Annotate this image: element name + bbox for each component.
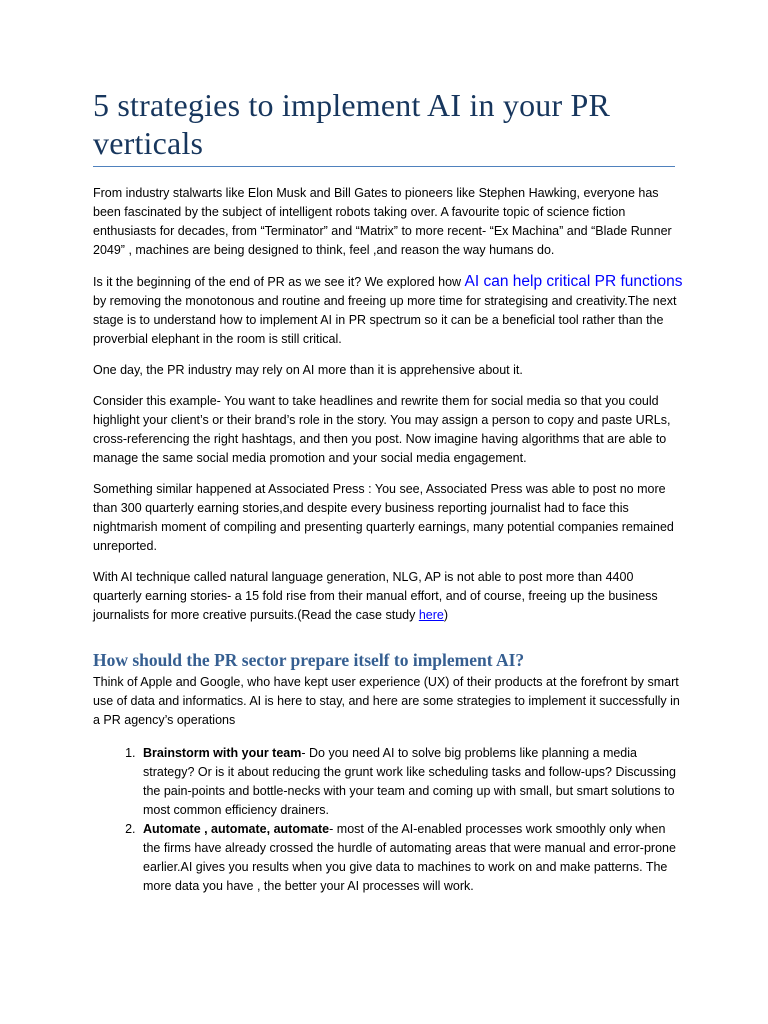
list-item [139, 744, 683, 820]
strategy-title: Brainstorm with your team [143, 746, 302, 760]
paragraph-example: Consider this example- You want to take headlines and rewrite them for social media so that you could highlight your client’s or their brand’s role in the story. You may assign a person to copy and paste URLs, cross-referencing the right hashtags, and then you post. Now imagine having algorithms that are able to manage the same social media promotion and your social media engagement. [93, 394, 671, 465]
paragraph-text: Is it the beginning of the end of PR as we see it? We explored how [93, 275, 465, 289]
ai-critical-pr-functions-link[interactable]: AI can help critical PR functions [464, 273, 683, 290]
title-divider [93, 166, 675, 167]
paragraph-intro: From industry stalwarts like Elon Musk and Bill Gates to pioneers like Stephen Hawking, everyone has been fascinated by the subject of intelligent robots taking over. A favourite topic of science fiction enthusiasts for decades, from “Terminator” and “Matrix” to more recent- “Ex Machina” and “Blade Runner 2049” , machines are being designed to think, feel ,and reason the way humans do. [93, 186, 672, 257]
strategy-text: - most of the AI-enabled processes work smoothly only when the firms have already crossed the hurdle of automating areas that were manual and error-prone earlier.AI gives you results when you give data to machines to work on and make patterns. The more data you have , the better your AI processes will work. [143, 822, 676, 893]
article-body [93, 184, 683, 896]
paragraph-text: by removing the monotonous and routine and freeing up more time for strategising and creativity.The next stage is to understand how to implement AI in PR spectrum so it can be a beneficial tool rather than the proverbial elephant in the room is still critical. [93, 294, 677, 346]
strategy-title: Automate , automate, automate [143, 822, 330, 836]
case-study-link[interactable]: here [418, 608, 444, 622]
paragraph-pr-functions [93, 272, 683, 349]
section-intro: Think of Apple and Google, who have kept user experience (UX) of their products at the forefront by smart use of data and informatics. AI is here to stay, and here are some strategies to implement it successfully in a PR agency’s operations [93, 675, 680, 727]
strategies-list [93, 744, 683, 896]
page-title: 5 strategies to implement AI in your PR verticals [93, 87, 611, 161]
strategy-text: - Do you need AI to solve big problems like planning a media strategy? Or is it about reducing the grunt work like scheduling tasks and follow-ups? Discussing the pain-points and bottle-necks with your team and coming up with small, but smart solutions to most common efficiency drainers. [143, 746, 676, 817]
section-heading: How should the PR sector prepare itself to implement AI? [93, 650, 525, 670]
paragraph-rely: One day, the PR industry may rely on AI more than it is apprehensive about it. [93, 363, 523, 377]
paragraph-nlg [93, 568, 683, 625]
list-item [139, 820, 683, 896]
paragraph-text: With AI technique called natural language generation, NLG, AP is not able to post more than 4400 quarterly earning stories- a 15 fold rise from their manual effort, and of course, freeing up the business journalists for more creative pursuits.(Read the case study [93, 570, 658, 622]
paragraph-associated-press: Something similar happened at Associated Press : You see, Associated Press was able to post no more than 300 quarterly earning stories,and despite every business reporting journalist had to face this nightmarish moment of compiling and presenting quarterly earnings, many potential companies remained unreported. [93, 482, 674, 553]
paragraph-text: ) [443, 608, 449, 622]
